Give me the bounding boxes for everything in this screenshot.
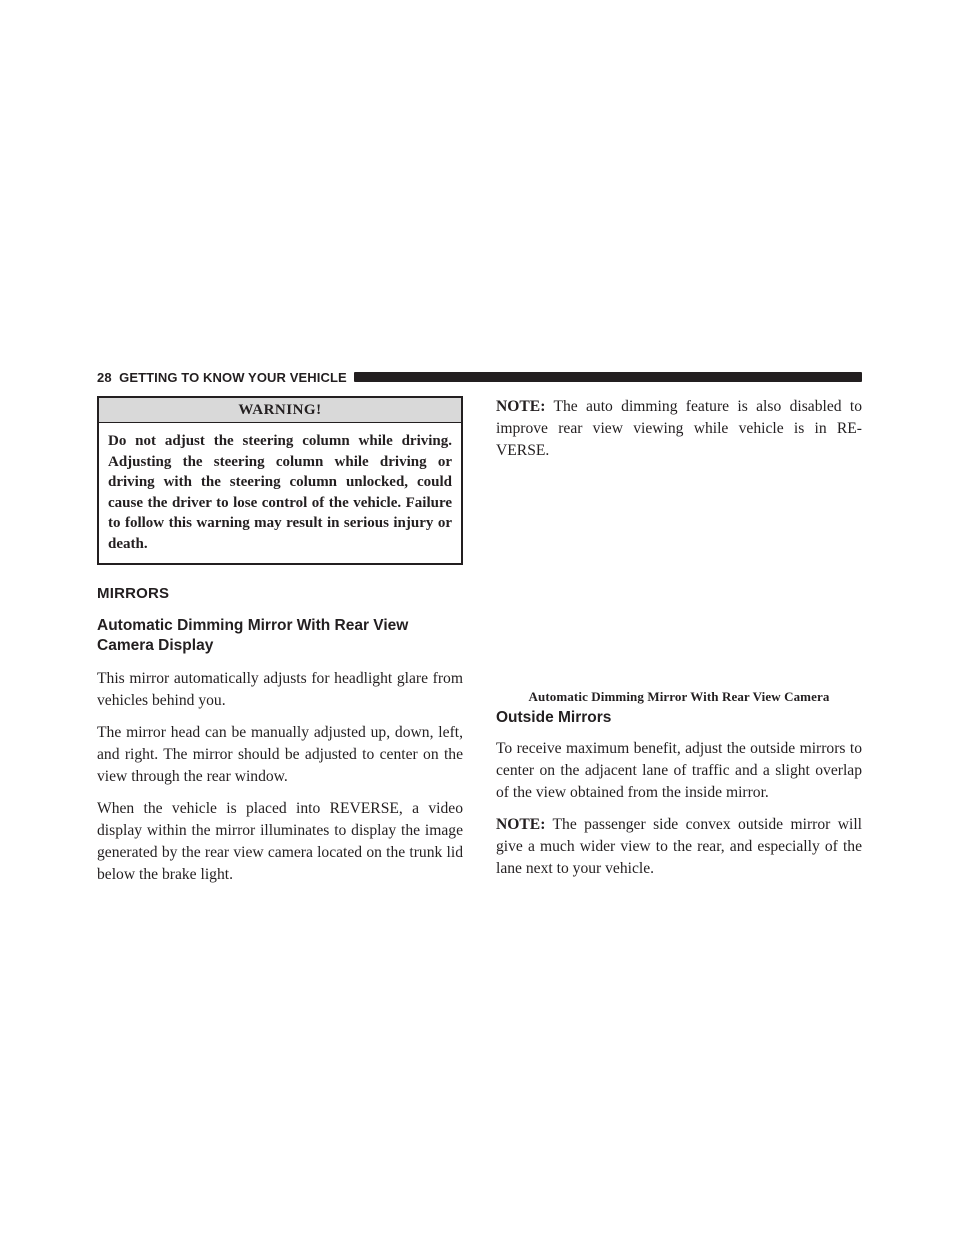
section-title: GETTING TO KNOW YOUR VEHICLE [119, 369, 347, 385]
note-convex-mirror [496, 814, 862, 880]
page-number: 28 [97, 369, 112, 385]
mirror-paragraph-3: When the vehicle is placed into REVERSE, a video display within the mirror illuminates to display the image generated by the rear view camera located on the trunk lid below the brake light. [97, 800, 463, 883]
mirror-paragraph-1: This mirror automatically adjusts for headlight glare from vehicles behind you. [97, 670, 463, 709]
warning-box [97, 396, 463, 565]
warning-text: Do not adjust the steering column while driving. Adjusting the steering column while driving or driving with the steering column unlocked, could cause the driver to lose control of the vehicle. Failure to follow this warning may result in serious injury or death. [108, 433, 452, 552]
note-text: The auto dimming feature is also disabled to improve rear view viewing while vehicle is in RE-VERSE. [496, 398, 862, 459]
note-text: The passenger side convex outside mirror will give a much wider view to the rear, and especially of the lane next to your vehicle. [496, 816, 862, 877]
note-label: NOTE: [496, 398, 546, 415]
mirror-paragraph-2: The mirror head can be manually adjusted up, down, left, and right. The mirror should be adjusted to center on the view through the rear window. [97, 724, 463, 785]
header-label [97, 370, 347, 385]
left-column [97, 396, 463, 886]
header-rule [354, 372, 862, 382]
note-label: NOTE: [496, 816, 546, 833]
right-column [496, 396, 862, 462]
mirrors-heading: MIRRORS [97, 585, 170, 602]
warning-title: WARNING! [99, 398, 461, 423]
figure-caption: Automatic Dimming Mirror With Rear View Camera [528, 689, 830, 704]
outside-mirrors-section [496, 708, 862, 880]
outside-mirrors-heading: Outside Mirrors [496, 709, 612, 726]
mirror-subheading: Automatic Dimming Mirror With Rear View Camera Display [97, 617, 409, 654]
note-auto-dimming [496, 396, 862, 462]
outside-mirrors-paragraph: To receive maximum benefit, adjust the outside mirrors to center on the adjacent lane of traffic and a slight overlap of the view obtained from the inside mirror. [496, 740, 862, 801]
page-header [97, 368, 862, 386]
figure-area [496, 470, 862, 680]
